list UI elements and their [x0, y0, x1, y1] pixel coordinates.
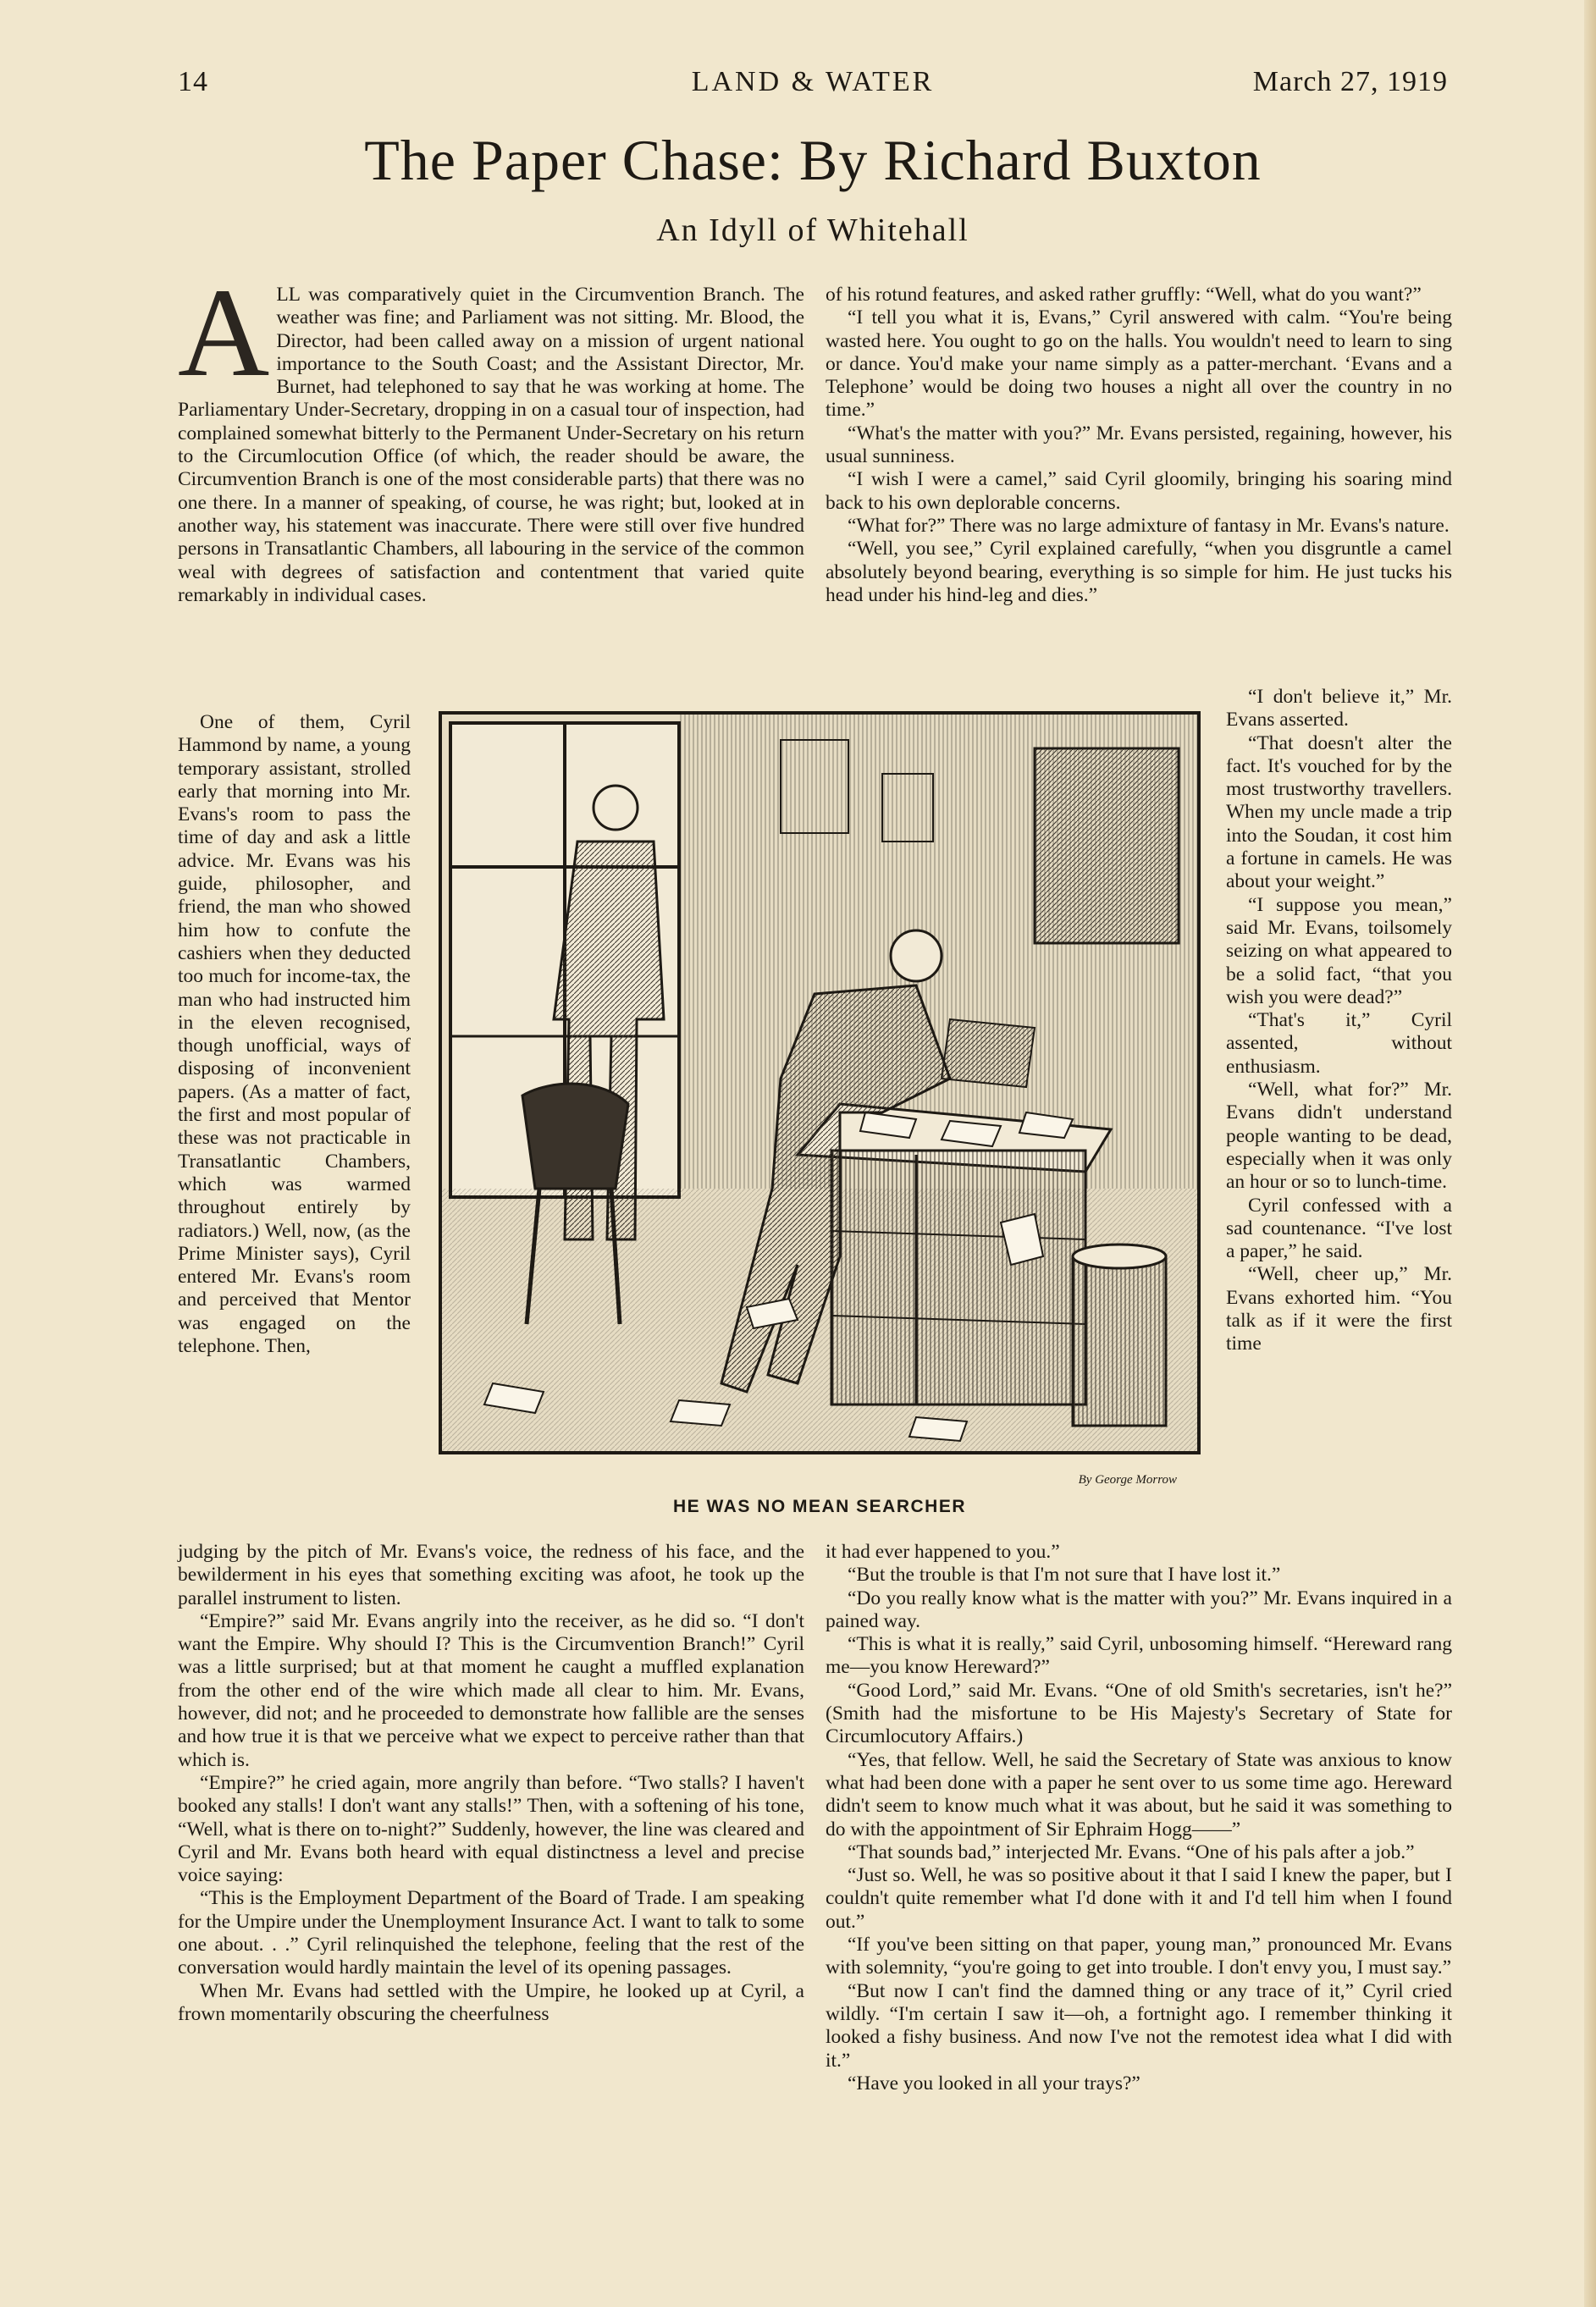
- paragraph: “Well, what for?” Mr. Evans didn't understand people wanting to be dead, especially when it was only an hour or so to lunch-time.: [1226, 1079, 1452, 1194]
- paragraph: of his rotund features, and asked rather gruffly: “Well, what do you want?”: [826, 284, 1422, 306]
- paragraph: “Empire?” said Mr. Evans angrily into the receiver, as he did so. “I don't want the Empire. Why should I? This is the Circumvention Branch!” Cyril was a little surprised; but at that moment he caught a muffled explanation from the other end of the wire which made all clear to him. Mr. Evans, however, did not; and he proceeded to demonstrate how fallible are the senses and how true it is that we perceive what we expect to perceive rather than that which is.: [178, 1609, 804, 1771]
- paragraph: “This is the Employment Department of the Board of Trade. I am speaking for the Umpire under the Unemployment Insurance Act. I want to talk to some one about. . .” Cyril relinquished the telephone, feeling that the rest of the conversation would hardly maintain the level of its opening passages.: [178, 1887, 804, 1979]
- paragraph: “I don't believe it,” Mr. Evans asserted.: [1226, 686, 1452, 731]
- paragraph: Cyril confessed with a sad countenance. “I've lost a paper,” he said.: [1226, 1194, 1452, 1263]
- paragraph: “Well, cheer up,” Mr. Evans exhorted him. “You talk as if it were the first time: [1226, 1263, 1452, 1355]
- column-1-top: [178, 262, 804, 607]
- illustration-frame: [439, 711, 1201, 1454]
- illustration-caption: HE WAS NO MEAN SEARCHER: [672, 1497, 967, 1516]
- paragraph: “I suppose you mean,” said Mr. Evans, toilsomely seizing on what appeared to be a solid fact, “that you wish you were dead?”: [1226, 893, 1452, 1008]
- paragraph: “Yes, that fellow. Well, he said the Secretary of State was anxious to know what had been done with a paper he sent over to us some time ago. Hereward didn't seem to know much what it was about, but he said it was something to do with the appointment of Sir Ephraim Hogg——”: [826, 1748, 1452, 1841]
- paragraph: “Well, you see,” Cyril explained carefully, “when you disgruntle a camel absolutely beyond bearing, everything is so simple for him. He just tucks his head under his hind-leg and dies.”: [826, 538, 1452, 606]
- paragraph: “That doesn't alter the fact. It's vouched for by the most trustworthy travellers. When my uncle made a trip into the Soudan, it cost him a fortune in camels. He was about your weight.”: [1226, 731, 1452, 893]
- magazine-name: LAND & WATER: [691, 66, 935, 97]
- paragraph: “This is what it is really,” said Cyril, unbosoming himself. “Hereward rang me—you know Hereward?”: [826, 1633, 1452, 1679]
- article-subtitle: An Idyll of Whitehall: [656, 212, 969, 248]
- paragraph: When Mr. Evans had settled with the Umpire, he looked up at Cyril, a frown momentarily obscuring the cheerfulness: [178, 1979, 804, 2025]
- column-1-bottom: [178, 1541, 804, 2026]
- paragraph: “What's the matter with you?” Mr. Evans persisted, regaining, however, his usual sunniness.: [826, 422, 1452, 468]
- page-number: 14: [178, 66, 208, 97]
- illustration: [439, 711, 1201, 1516]
- paragraph: “I wish I were a camel,” said Cyril gloomily, bringing his soaring mind back to his own deplorable concerns.: [826, 468, 1452, 514]
- paragraph: “Have you looked in all your trays?”: [848, 2072, 1140, 2095]
- paragraph: “But the trouble is that I'm not sure that I have lost it.”: [848, 1564, 1281, 1587]
- paragraph: “That sounds bad,” interjected Mr. Evans. “One of his pals after a job.”: [848, 1841, 1415, 1863]
- paragraph: “I tell you what it is, Evans,” Cyril answered with calm. “You're being wasted here. You ought to go on the halls. You wouldn't need to learn to sing or dance. You'd make your name simply as a patter-merchant. ‘Evans and a Telephone’ would be doing two houses a night all over the country in no time.”: [826, 306, 1452, 422]
- paragraph: “What for?” There was no large admixture of fantasy in Mr. Evans's nature.: [848, 514, 1450, 537]
- running-header: [178, 66, 1448, 108]
- column-2-top: [826, 284, 1452, 607]
- paragraph: “But now I can't find the damned thing or any trace of it,” Cyril cried wildly. “I'm certain I saw it—oh, a fortnight ago. I remember thinking it looked a fishy business. And now I've not the remotest idea what I did with it.”: [826, 1979, 1452, 2072]
- paragraph: “Do you really know what is the matter with you?” Mr. Evans inquired in a pained way.: [826, 1587, 1452, 1632]
- office-scene-drawing: [442, 715, 1197, 1451]
- paragraph: One of them, Cyril Hammond by name, a young temporary assistant, strolled early that morning into Mr. Evans's room to pass the time of day and ask a little advice. Mr. Evans was his guide, philosopher, and friend, the man who showed him how to confute the cashiers when they deducted too much for income-tax, the man who had instructed him in the eleven recognised, though unofficial, ways of disposing of inconvenient papers. (As a matter of fact, the first and most popular of these was not practicable in Transatlantic Chambers, which was warmed throughout entirely by radiators.) Well, now, (as the Prime Minister says), Cyril entered Mr. Evans's room and perceived that Mentor was engaged on the telephone. Then,: [178, 711, 411, 1358]
- column-2-narrow: [1226, 686, 1452, 1356]
- article-title: The Paper Chase: By Richard Buxton: [364, 128, 1262, 192]
- paragraph: judging by the pitch of Mr. Evans's voice, the redness of his face, and the bewilderment in his eyes that something exciting was afoot, he took up the parallel instrument to listen.: [178, 1541, 804, 1609]
- column-2-bottom: [826, 1541, 1452, 2095]
- paragraph: “That's it,” Cyril assented, without enthusiasm.: [1226, 1009, 1452, 1078]
- paragraph: “If you've been sitting on that paper, young man,” pronounced Mr. Evans with solemnity, “you're going to get into trouble. I don't envy you, I must say.”: [826, 1934, 1452, 1979]
- paragraph: ALL was comparatively quiet in the Circumvention Branch. The weather was fine; and Parliament was not sitting. Mr. Blood, the Director, had been called away on a mission of urgent national importance to the South Coast; and the Assistant Director, Mr. Burnet, had telephoned to say that he was working at home. The Parliamentary Under-Secretary, dropping in on a casual tour of inspection, had complained somewhat bitterly to the Permanent Under-Secretary on his return to the Circumlocution Office (of which, the reader should be aware, the Circumvention Branch is one of the most considerable parts) that there was no one there. In a manner of speaking, of course, he was right; but, looked at in another way, his statement was inaccurate. There were still over five hundred persons in Transatlantic Chambers, all labouring in the service of the common weal with degrees of satisfaction and contentment that varied quite remarkably in individual cases.: [178, 262, 804, 606]
- paragraph: “Good Lord,” said Mr. Evans. “One of old Smith's secretaries, isn't he?” (Smith had the misfortune to be His Majesty's Secretary of State for Circumlocutory Affairs.): [826, 1679, 1452, 1748]
- column-1-narrow: [178, 711, 411, 1358]
- page-edge: [1584, 0, 1596, 2307]
- drop-cap: A: [178, 262, 270, 403]
- illustrator-credit: By George Morrow: [1078, 1473, 1177, 1487]
- issue-date: March 27, 1919: [1252, 66, 1448, 97]
- paragraph: “Just so. Well, he was so positive about it that I said I knew the paper, but I couldn't quite remember what I'd done with it and I'd tell him when I found out.”: [826, 1864, 1452, 1933]
- paragraph: it had ever happened to you.”: [826, 1541, 1060, 1563]
- paragraph: “Empire?” he cried again, more angrily than before. “Two stalls? I haven't booked any stalls! I don't want any stalls!” Then, with a softening of his tone, “Well, what is there on to-night?” Suddenly, however, the line was cleared and Cyril and Mr. Evans both heard with equal distinctness a level and precise voice saying:: [178, 1771, 804, 1887]
